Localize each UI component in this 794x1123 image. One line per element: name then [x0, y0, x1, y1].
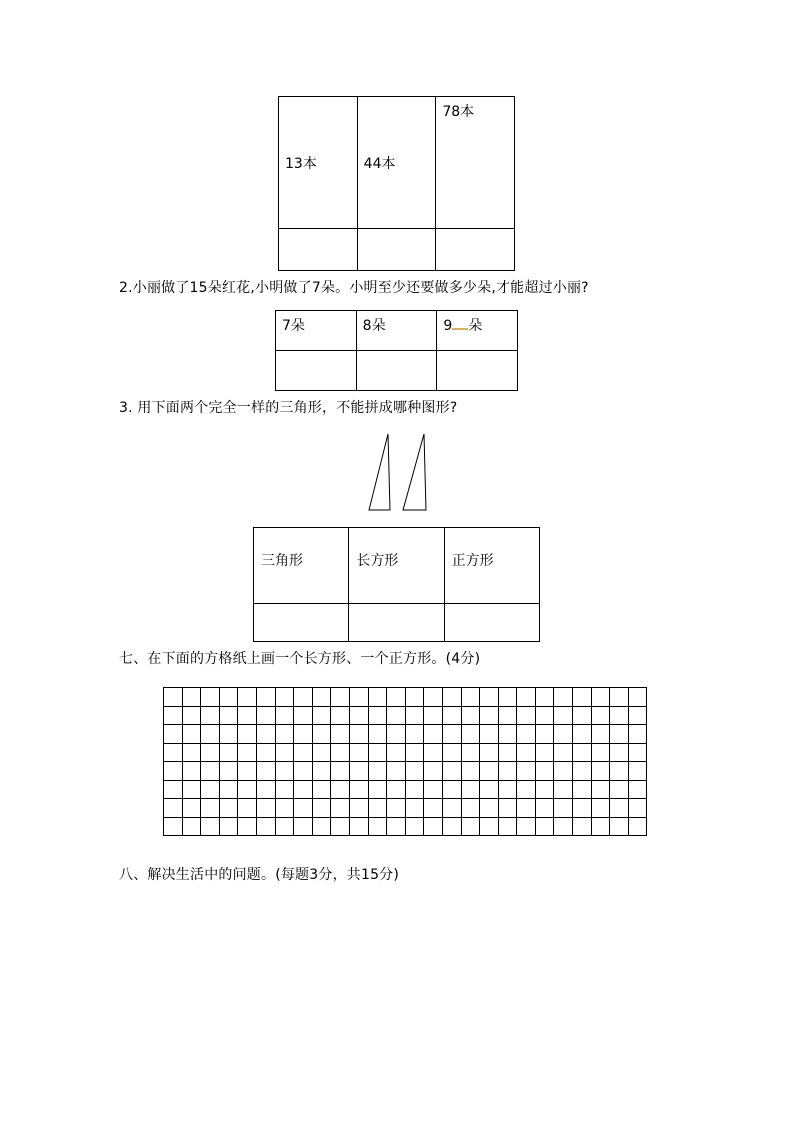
grid-row — [164, 743, 647, 762]
grid-cell[interactable] — [164, 743, 183, 762]
grid-cell[interactable] — [573, 725, 592, 744]
grid-cell[interactable] — [405, 725, 424, 744]
q2-answer-cell[interactable] — [356, 351, 437, 391]
grid-cell[interactable] — [387, 688, 406, 707]
grid-cell[interactable] — [573, 817, 592, 836]
grid-cell[interactable] — [442, 799, 461, 818]
grid-cell[interactable] — [424, 743, 443, 762]
grid-cell[interactable] — [219, 706, 238, 725]
grid-cell[interactable] — [182, 780, 201, 799]
grid-cell[interactable] — [368, 688, 387, 707]
grid-cell[interactable] — [368, 799, 387, 818]
grid-cell[interactable] — [610, 780, 629, 799]
grid-cell[interactable] — [201, 688, 220, 707]
grid-cell[interactable] — [219, 817, 238, 836]
grid-cell[interactable] — [238, 799, 257, 818]
grid-cell[interactable] — [256, 817, 275, 836]
grid-cell[interactable] — [517, 688, 536, 707]
grid-cell[interactable] — [182, 688, 201, 707]
grid-cell[interactable] — [517, 706, 536, 725]
q1-option-label: 13本 — [285, 155, 317, 172]
grid-cell[interactable] — [238, 688, 257, 707]
grid-cell[interactable] — [275, 817, 294, 836]
grid-cell[interactable] — [256, 780, 275, 799]
grid-cell[interactable] — [573, 688, 592, 707]
grid-cell[interactable] — [461, 688, 480, 707]
grid-cell[interactable] — [164, 706, 183, 725]
grid-cell[interactable] — [294, 799, 313, 818]
grid-cell[interactable] — [238, 817, 257, 836]
grid-cell[interactable] — [312, 762, 331, 781]
grid-cell[interactable] — [554, 706, 573, 725]
grid-cell[interactable] — [442, 780, 461, 799]
grid-cell[interactable] — [164, 817, 183, 836]
grid-cell[interactable] — [442, 706, 461, 725]
grid-cell[interactable] — [554, 762, 573, 781]
q1-options-table — [278, 96, 515, 271]
grid-cell[interactable] — [480, 799, 499, 818]
grid-cell[interactable] — [498, 706, 517, 725]
grid-cell[interactable] — [573, 743, 592, 762]
grid-cell[interactable] — [498, 762, 517, 781]
grid-cell[interactable] — [201, 817, 220, 836]
q3-option-label: 正方形 — [451, 553, 494, 569]
grid-cell[interactable] — [387, 706, 406, 725]
grid-cell[interactable] — [535, 817, 554, 836]
grid-cell[interactable] — [498, 743, 517, 762]
grid-cell[interactable] — [387, 780, 406, 799]
grid-row — [164, 799, 647, 818]
section7-title: 七、在下面的方格纸上画一个长方形、一个正方形。(4分) — [119, 651, 481, 667]
grid-cell[interactable] — [294, 780, 313, 799]
grid-cell[interactable] — [461, 743, 480, 762]
grid-cell[interactable] — [480, 688, 499, 707]
grid-cell[interactable] — [424, 799, 443, 818]
grid-cell[interactable] — [573, 762, 592, 781]
q1-option-cell — [279, 97, 358, 229]
q1-option-label: 44本 — [363, 155, 396, 172]
grid-cell[interactable] — [201, 743, 220, 762]
grid-cell[interactable] — [201, 799, 220, 818]
grid-cell[interactable] — [349, 799, 368, 818]
grid-cell[interactable] — [349, 762, 368, 781]
q3-answer-cell[interactable] — [254, 604, 349, 642]
q1-answer-cell[interactable] — [357, 229, 436, 271]
q3-answer-cell[interactable] — [444, 604, 539, 642]
grid-cell[interactable] — [219, 725, 238, 744]
grid-cell[interactable] — [535, 780, 554, 799]
grid-cell[interactable] — [591, 780, 610, 799]
grid-cell[interactable] — [349, 706, 368, 725]
grid-cell[interactable] — [182, 762, 201, 781]
grid-cell[interactable] — [591, 725, 610, 744]
triangle-shape — [403, 434, 426, 510]
grid-cell[interactable] — [275, 688, 294, 707]
q3-option-label: 三角形 — [261, 553, 303, 569]
grid-cell[interactable] — [628, 688, 647, 707]
q3-options-table — [253, 527, 540, 642]
grid-cell[interactable] — [182, 743, 201, 762]
grid-cell[interactable] — [275, 780, 294, 799]
grid-cell[interactable] — [312, 725, 331, 744]
grid-cell[interactable] — [368, 743, 387, 762]
grid-cell[interactable] — [275, 743, 294, 762]
grid-cell[interactable] — [610, 725, 629, 744]
q1-option-label: 78本 — [442, 104, 475, 120]
q1-option-cell — [357, 97, 436, 229]
grid-cell[interactable] — [387, 799, 406, 818]
grid-cell[interactable] — [405, 799, 424, 818]
grid-cell[interactable] — [573, 706, 592, 725]
grid-cell[interactable] — [256, 688, 275, 707]
grid-row — [164, 780, 647, 799]
grid-cell[interactable] — [424, 706, 443, 725]
grid-cell[interactable] — [312, 706, 331, 725]
grid-cell[interactable] — [554, 799, 573, 818]
grid-cell[interactable] — [331, 743, 350, 762]
grid-cell[interactable] — [387, 743, 406, 762]
grid-row — [164, 762, 647, 781]
grid-cell[interactable] — [219, 799, 238, 818]
grid-cell[interactable] — [517, 799, 536, 818]
grid-cell[interactable] — [201, 706, 220, 725]
grid-cell[interactable] — [219, 688, 238, 707]
grid-cell[interactable] — [424, 780, 443, 799]
grid-cell[interactable] — [256, 743, 275, 762]
blank-underline — [452, 316, 468, 330]
grid-cell[interactable] — [517, 762, 536, 781]
q3-option-cell — [254, 528, 349, 604]
grid-cell[interactable] — [442, 817, 461, 836]
grid-cell[interactable] — [610, 817, 629, 836]
grid-cell[interactable] — [535, 706, 554, 725]
grid-cell[interactable] — [442, 688, 461, 707]
grid-cell[interactable] — [405, 706, 424, 725]
grid-cell[interactable] — [461, 799, 480, 818]
grid-cell[interactable] — [591, 799, 610, 818]
grid-cell[interactable] — [331, 706, 350, 725]
grid-cell[interactable] — [238, 780, 257, 799]
grid-cell[interactable] — [182, 706, 201, 725]
grid-cell[interactable] — [294, 706, 313, 725]
grid-cell[interactable] — [387, 762, 406, 781]
grid-cell[interactable] — [591, 688, 610, 707]
grid-cell[interactable] — [480, 706, 499, 725]
grid-cell[interactable] — [498, 817, 517, 836]
grid-cell[interactable] — [349, 725, 368, 744]
grid-cell[interactable] — [591, 817, 610, 836]
q2-option-label: 7朵 — [282, 318, 305, 334]
q2-option-cell — [276, 311, 357, 351]
grid-cell[interactable] — [480, 817, 499, 836]
q2-option-cell — [356, 311, 437, 351]
q1-answer-cell[interactable] — [436, 229, 515, 271]
grid-cell[interactable] — [535, 743, 554, 762]
grid-cell[interactable] — [461, 762, 480, 781]
grid-cell[interactable] — [628, 799, 647, 818]
grid-cell[interactable] — [554, 780, 573, 799]
grid-cell[interactable] — [349, 817, 368, 836]
q1-answer-cell[interactable] — [279, 229, 358, 271]
grid-cell[interactable] — [164, 688, 183, 707]
grid-cell[interactable] — [387, 817, 406, 836]
q3-option-label: 长方形 — [356, 553, 399, 569]
grid-cell[interactable] — [349, 688, 368, 707]
grid-cell[interactable] — [238, 743, 257, 762]
grid-cell[interactable] — [349, 743, 368, 762]
grid-cell[interactable] — [610, 799, 629, 818]
q1-option-cell — [436, 97, 515, 229]
grid-cell[interactable] — [164, 799, 183, 818]
grid-cell[interactable] — [628, 780, 647, 799]
q3-option-cell — [349, 528, 444, 604]
grid-cell[interactable] — [405, 762, 424, 781]
grid-cell[interactable] — [480, 780, 499, 799]
grid-cell[interactable] — [182, 817, 201, 836]
grid-cell[interactable] — [256, 799, 275, 818]
grid-cell[interactable] — [442, 743, 461, 762]
grid-cell[interactable] — [275, 799, 294, 818]
grid-cell[interactable] — [628, 725, 647, 744]
q2-option-label: 8朵 — [362, 318, 386, 334]
grid-row — [164, 817, 647, 836]
grid-cell[interactable] — [294, 817, 313, 836]
grid-cell[interactable] — [405, 688, 424, 707]
grid-row — [164, 725, 647, 744]
grid-cell[interactable] — [610, 688, 629, 707]
grid-cell[interactable] — [554, 688, 573, 707]
grid-cell[interactable] — [349, 780, 368, 799]
grid-cell[interactable] — [554, 743, 573, 762]
grid-cell[interactable] — [498, 725, 517, 744]
grid-cell[interactable] — [591, 762, 610, 781]
grid-cell[interactable] — [424, 817, 443, 836]
grid-cell[interactable] — [573, 780, 592, 799]
grid-cell[interactable] — [312, 743, 331, 762]
grid-cell[interactable] — [535, 688, 554, 707]
grid-cell[interactable] — [275, 706, 294, 725]
grid-cell[interactable] — [461, 780, 480, 799]
grid-cell[interactable] — [201, 725, 220, 744]
grid-cell[interactable] — [517, 743, 536, 762]
grid-cell[interactable] — [164, 780, 183, 799]
grid-cell[interactable] — [480, 743, 499, 762]
q3-option-cell — [444, 528, 539, 604]
section8-title: 八、解决生活中的问题。(每题3分，共15分) — [119, 867, 400, 883]
grid-cell[interactable] — [405, 743, 424, 762]
grid-cell[interactable] — [461, 706, 480, 725]
grid-cell[interactable] — [628, 762, 647, 781]
grid-cell[interactable] — [498, 799, 517, 818]
grid-cell[interactable] — [219, 762, 238, 781]
two-triangles-figure — [360, 430, 430, 514]
grid-cell[interactable] — [573, 799, 592, 818]
grid-cell[interactable] — [405, 817, 424, 836]
q2-option-cell — [437, 311, 518, 351]
grid-cell[interactable] — [535, 725, 554, 744]
grid-cell[interactable] — [628, 817, 647, 836]
grid-cell[interactable] — [480, 725, 499, 744]
grid-cell[interactable] — [480, 762, 499, 781]
grid-row — [164, 706, 647, 725]
grid-cell[interactable] — [201, 780, 220, 799]
grid-cell[interactable] — [368, 762, 387, 781]
grid-cell[interactable] — [256, 725, 275, 744]
grid-cell[interactable] — [294, 762, 313, 781]
grid-cell[interactable] — [424, 762, 443, 781]
grid-cell[interactable] — [535, 799, 554, 818]
grid-cell[interactable] — [331, 725, 350, 744]
grid-cell[interactable] — [331, 799, 350, 818]
q2-option-label: 9 朵 — [443, 318, 483, 334]
grid-cell[interactable] — [442, 762, 461, 781]
grid-cell[interactable] — [312, 780, 331, 799]
grid-cell[interactable] — [368, 725, 387, 744]
grid-cell[interactable] — [275, 725, 294, 744]
grid-cell[interactable] — [331, 817, 350, 836]
grid-cell[interactable] — [405, 780, 424, 799]
grid-cell[interactable] — [591, 706, 610, 725]
grid-cell[interactable] — [368, 817, 387, 836]
grid-cell[interactable] — [164, 762, 183, 781]
grid-cell[interactable] — [554, 725, 573, 744]
grid-cell[interactable] — [442, 725, 461, 744]
grid-cell[interactable] — [238, 725, 257, 744]
grid-cell[interactable] — [219, 743, 238, 762]
grid-cell[interactable] — [294, 725, 313, 744]
grid-cell[interactable] — [312, 799, 331, 818]
grid-cell[interactable] — [610, 743, 629, 762]
q2-answer-cell[interactable] — [437, 351, 518, 391]
grid-cell[interactable] — [275, 762, 294, 781]
q2-text: 2.小丽做了15朵红花,小明做了7朵。小明至少还要做多少朵,才能超过小丽? — [119, 280, 589, 296]
grid-cell[interactable] — [498, 688, 517, 707]
grid-cell[interactable] — [628, 706, 647, 725]
grid-cell[interactable] — [424, 688, 443, 707]
grid-cell[interactable] — [238, 706, 257, 725]
grid-cell[interactable] — [387, 725, 406, 744]
grid-row — [164, 688, 647, 707]
q2-options-table — [275, 310, 518, 391]
grid-cell[interactable] — [535, 762, 554, 781]
grid-cell[interactable] — [312, 688, 331, 707]
grid-cell[interactable] — [610, 762, 629, 781]
grid-cell[interactable] — [331, 688, 350, 707]
grid-cell[interactable] — [256, 762, 275, 781]
grid-cell[interactable] — [554, 817, 573, 836]
q2-answer-cell[interactable] — [276, 351, 357, 391]
q3-text: 3. 用下面两个完全一样的三角形，不能拼成哪种图形? — [119, 400, 458, 416]
grid-cell[interactable] — [517, 725, 536, 744]
grid-cell[interactable] — [312, 817, 331, 836]
grid-cell[interactable] — [498, 780, 517, 799]
grid-cell[interactable] — [219, 780, 238, 799]
grid-cell[interactable] — [201, 762, 220, 781]
triangle-shape — [369, 434, 390, 510]
grid-cell[interactable] — [610, 706, 629, 725]
grid-cell[interactable] — [182, 799, 201, 818]
grid-cell[interactable] — [368, 706, 387, 725]
grid-cell[interactable] — [182, 725, 201, 744]
grid-paper[interactable] — [163, 687, 647, 836]
grid-cell[interactable] — [164, 725, 183, 744]
grid-cell[interactable] — [461, 725, 480, 744]
grid-cell[interactable] — [628, 743, 647, 762]
grid-cell[interactable] — [238, 762, 257, 781]
grid-cell[interactable] — [331, 762, 350, 781]
grid-cell[interactable] — [331, 780, 350, 799]
grid-cell[interactable] — [517, 780, 536, 799]
grid-cell[interactable] — [256, 706, 275, 725]
q3-answer-cell[interactable] — [349, 604, 444, 642]
grid-cell[interactable] — [591, 743, 610, 762]
grid-cell[interactable] — [294, 743, 313, 762]
grid-cell[interactable] — [461, 817, 480, 836]
grid-cell[interactable] — [517, 817, 536, 836]
grid-cell[interactable] — [424, 725, 443, 744]
grid-cell[interactable] — [368, 780, 387, 799]
grid-cell[interactable] — [294, 688, 313, 707]
